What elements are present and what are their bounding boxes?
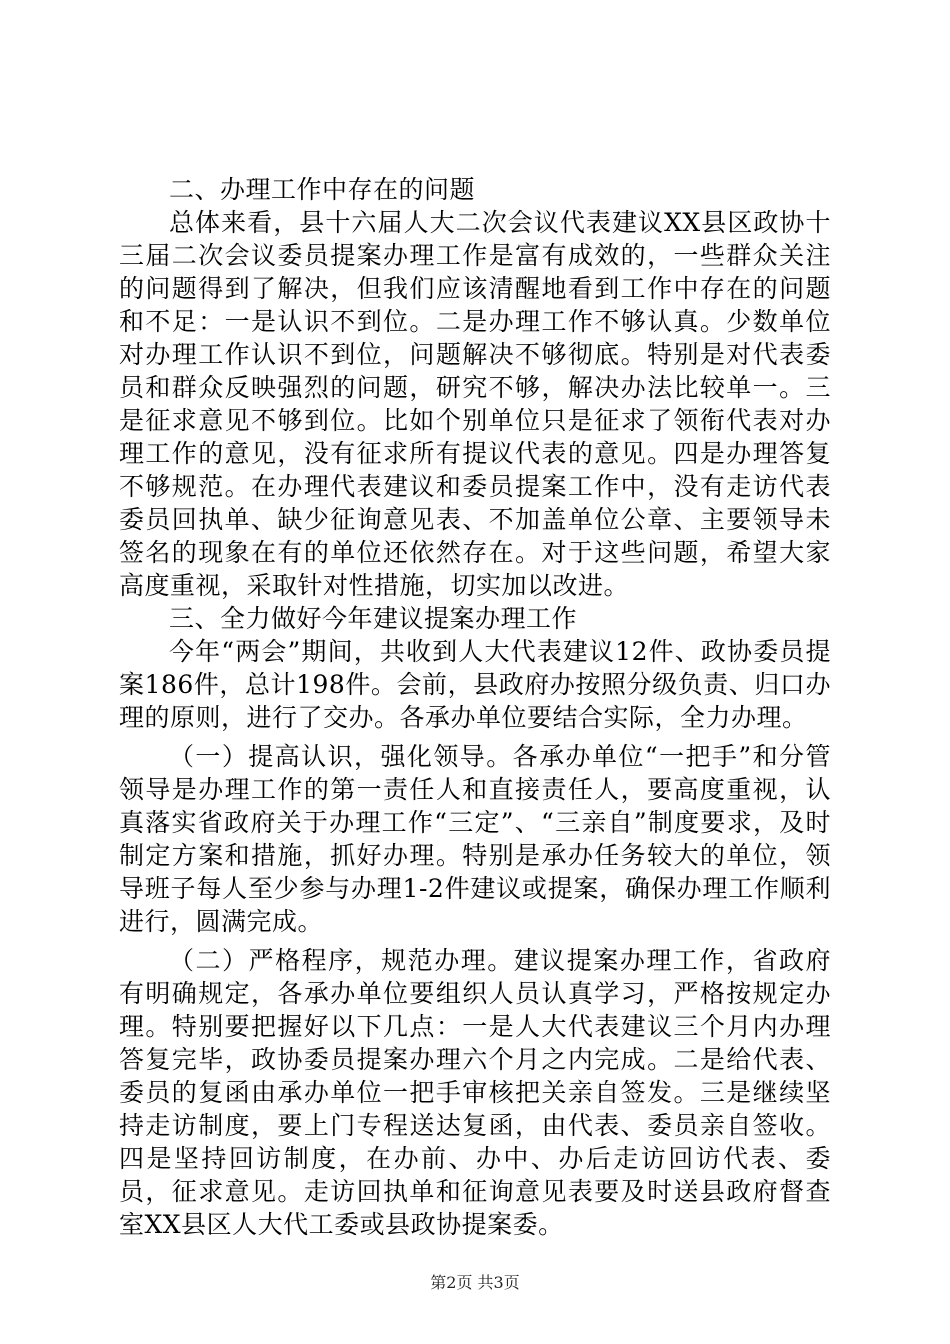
section-heading-problems: 二、办理工作中存在的问题 (169, 175, 476, 204)
paragraph-item-two: （二）严格程序，规范办理。建议提案办理工作，省政府有明确规定，各承办单位要组织人员认真学习，严格按规定办理。特别要把握好以下几点：一是人大代表建议三个月内办理答复完毕，政协委员提案办理六个月之内完成。二是给代表、委员的复函由承办单位一把手审核把关亲自签发。三是继续坚持走访制度，要上门专程送达复函，由代表、委员亲自签收。四是坚持回访制度，在办前、办中、办后走访回访代表、委员，征求意见。走访回执单和征询意见表要及时送县政府督查室XX县区人大代工委或县政协提案委。 (119, 946, 831, 1239)
paragraph-item-one: （一）提高认识，强化领导。各承办单位“一把手”和分管领导是办理工作的第一责任人和直接责任人，要高度重视，认真落实省政府关于办理工作“三定”、“三亲自”制度要求，及时制定方案和措施，抓好办理。特别是承办任务较大的单位，领导班子每人至少参与办理1-2件建议或提案，确保办理工作顺利进行，圆满完成。 (119, 742, 831, 936)
page-number-label: 第2页 共3页 (430, 1273, 520, 1292)
paragraph-problems-summary: 总体来看，县十六届人大二次会议代表建议XX县区政协十三届二次会议委员提案办理工作是富有成效的，一些群众关注的问题得到了解决，但我们应该清醒地看到工作中存在的问题和不足：一是认识不到位。二是办理工作不够认真。少数单位对办理工作认识不到位，问题解决不够彻底。特别是对代表委员和群众反映强烈的问题，研究不够，解决办法比较单一。三是征求意见不够到位。比如个别单位只是征求了领衔代表对办理工作的意见，没有征求所有提议代表的意见。四是办理答复不够规范。在办理代表建议和委员提案工作中，没有走访代表委员回执单、缺少征询意见表、不加盖单位公章、主要领导未签名的现象在有的单位还依然存在。对于这些问题，希望大家高度重视，采取针对性措施，切实加以改进。 (119, 208, 831, 600)
paragraph-this-year-overview: 今年“两会”期间，共收到人大代表建议12件、政协委员提案186件，总计198件。会前，县政府办按照分级负责、归口办理的原则，进行了交办。各承办单位要结合实际，全力办理。 (119, 637, 831, 732)
section-heading-this-year: 三、全力做好今年建议提案办理工作 (169, 604, 578, 633)
page-footer (0, 1273, 950, 1293)
document-body (119, 173, 831, 1241)
